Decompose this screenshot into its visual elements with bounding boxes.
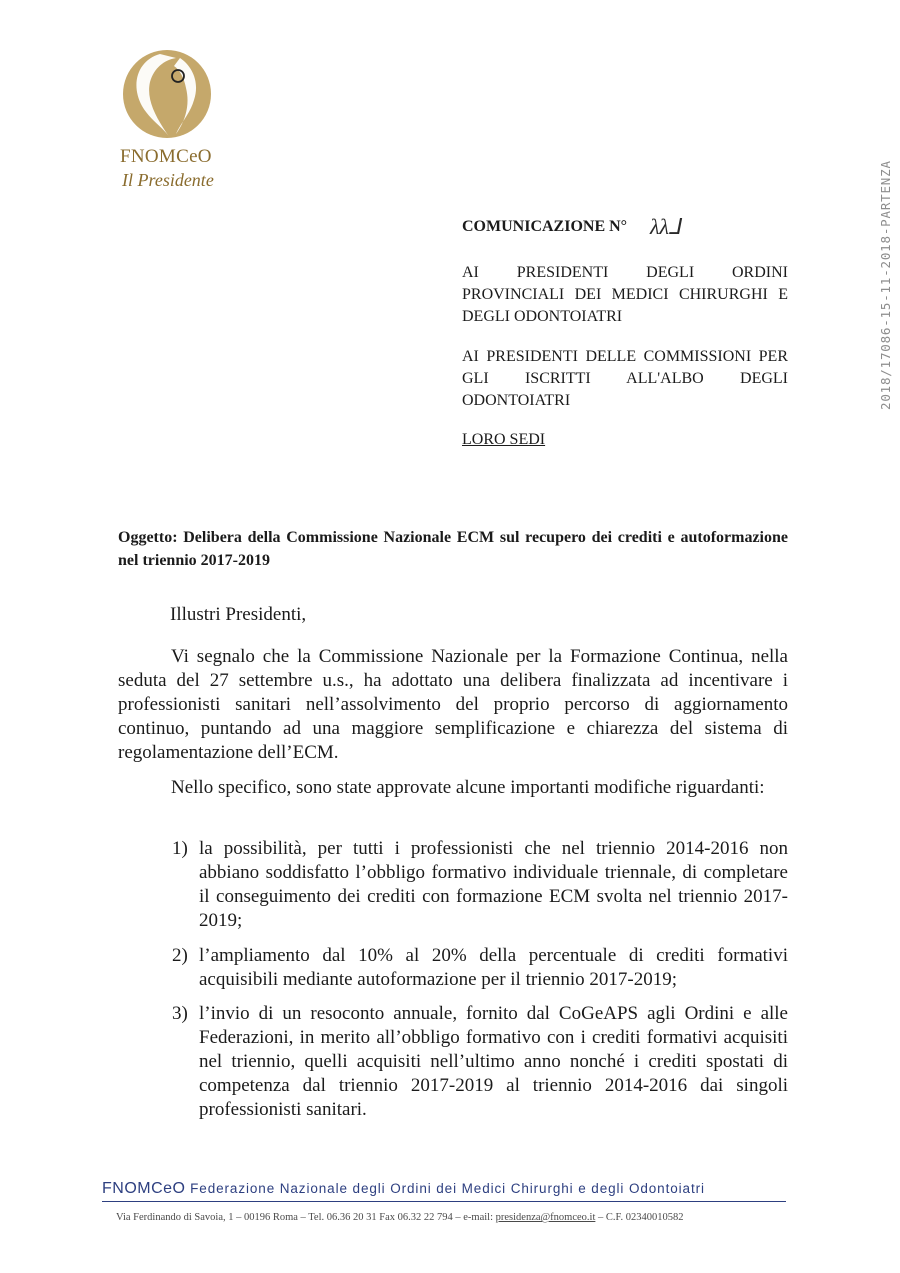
footer-title: [102, 1180, 786, 1202]
fnomceo-logo-icon: [120, 48, 215, 140]
footer-tax-code: – C.F. 02340010582: [595, 1212, 684, 1223]
list-item: [172, 837, 788, 933]
protocol-stamp: [872, 60, 896, 410]
greeting: Illustri Presidenti,: [170, 604, 307, 625]
list-item-number: 1): [172, 838, 188, 859]
list-item-text: l’ampliamento dal 10% al 20% della percentuale di crediti formativi acquisibili mediante autoformazione per il triennio 2017-2019;: [199, 945, 788, 990]
loro-sedi: LORO SEDI: [462, 431, 546, 448]
footer-full-name: Federazione Nazionale degli Ordini dei Medici Chirurghi e degli Odontoiatri: [190, 1181, 705, 1196]
paragraph-2: Nello specifico, sono state approvate alcune importanti modifiche riguardanti:: [171, 777, 765, 798]
footer-email-link[interactable]: presidenza@fnomceo.it: [495, 1212, 596, 1223]
communication-label: COMUNICAZIONE N°: [462, 218, 628, 235]
org-role: Il Presidente: [122, 170, 214, 190]
list-item: [172, 1002, 788, 1122]
paragraph-1: Vi segnalo che la Commissione Nazionale per la Formazione Continua, nella seduta del 27 settembre u.s., ha adottato una delibera finalizzata ad incentivare i professionisti sanitari nell’assolvimento del proprio percorso di aggiornamento continuo, puntando ad una maggiore semplificazione e chiarezza del sistema di regolamentazione dell’ECM.: [118, 646, 788, 763]
list-item-number: 2): [172, 945, 188, 966]
list-item-number: 3): [172, 1003, 188, 1024]
list-item-text: l’invio di un resoconto annuale, fornito dal CoGeAPS agli Ordini e alle Federazioni, in merito all’obbligo formativo con i crediti formativi acquisiti nel triennio, quelli acquisiti nell’ultimo anno nonché i crediti spostati di competenza dal triennio 2017-2019 al triennio 2014-2016 dai singoli professionisti sanitari.: [199, 1003, 788, 1120]
list-item-text: la possibilità, per tutti i professionisti che nel triennio 2014-2016 non abbiano soddisfatto l’obbligo formativo individuale triennale, di completare il conseguimento dei crediti con formazione ECM svolta nel triennio 2017-2019;: [199, 838, 788, 931]
footer-brand: FNOMCeO: [102, 1180, 186, 1197]
communication-number: λλ⅃: [650, 214, 682, 239]
fnomceo-logo: [120, 48, 215, 140]
subject: Oggetto: Delibera della Commissione Nazionale ECM sul recupero dei crediti e autoformazione nel triennio 2017-2019: [118, 529, 788, 569]
footer-contacts: [116, 1212, 684, 1223]
protocol-stamp-text: 2018/17086-15-11-2018-PARTENZA: [878, 160, 893, 410]
recipients-ordini: AI PRESIDENTI DEGLI ORDINI PROVINCIALI DEI MEDICI CHIRURGHI E DEGLI ODONTOIATRI: [462, 264, 788, 325]
recipients-commissioni: AI PRESIDENTI DELLE COMMISSIONI PER GLI ISCRITTI ALL'ALBO DEGLI ODONTOIATRI: [462, 348, 788, 409]
org-name: FNOMCeO: [120, 146, 212, 167]
list-item: [172, 944, 788, 992]
footer-address: Via Ferdinando di Savoia, 1 – 00196 Roma – Tel. 06.36 20 31 Fax 06.32 22 794 – e-mail:: [116, 1212, 496, 1223]
